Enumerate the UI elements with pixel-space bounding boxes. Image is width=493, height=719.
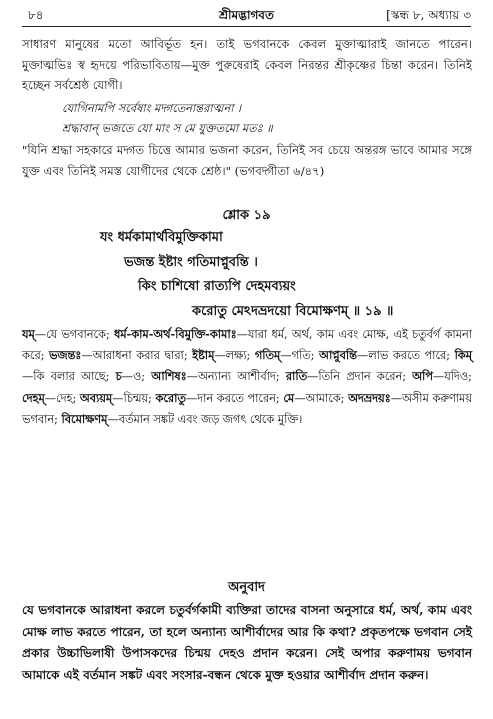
synonym-term: কিম্ bbox=[454, 348, 472, 363]
verse-heading: শ্লোক ১৯ bbox=[222, 208, 271, 223]
synonym-meaning: চিন্ময়; bbox=[123, 391, 156, 405]
synonym-meaning: যে ভগবানকে; bbox=[46, 328, 114, 341]
synonym-meaning: অন্যান্য আশীর্বাদ; bbox=[197, 370, 286, 384]
synonym-meaning: ও; bbox=[132, 370, 152, 384]
synonym-meaning: আমাকে; bbox=[305, 391, 349, 405]
synonym-term: করোতু bbox=[155, 390, 186, 405]
chapter-reference: [স্কন্ধ ৮, অধ্যায় ৩ bbox=[386, 8, 471, 22]
synonym-term: আপ্নুবন্তি bbox=[318, 348, 357, 363]
synonym-meaning: লাভ করতে পারে; bbox=[368, 349, 455, 363]
header-divider bbox=[22, 26, 471, 27]
synonym-term: আশিষঃ bbox=[151, 369, 187, 384]
synonym-meaning: লক্ষ্য; bbox=[225, 349, 255, 363]
synonym-meaning: দান করতে পারেন; bbox=[197, 391, 284, 405]
synonym-term: রাতি bbox=[285, 369, 308, 384]
synonyms-paragraph: যম্—যে ভগবানকে; ধর্ম-কাম-অর্থ-বিমুক্তি-কামাঃ—যারা ধর্ম, অর্থ, কাম এবং মোক্ষ, এই চতুর্বর্গ কামনা করে; ভজন্তঃ—আরাধনা করার দ্বারা; ইষ্টাম্—লক্ষ্য; গতিম্—গতি; আপ্নুবন্তি—লাভ করতে পারে; কিম্—কি বলার আছে; চ—ও; আশিষঃ—অন্যান্য আশীর্বাদ; রাতি—তিনি প্রদান করেন; অপি—যদিও; দেহম্—দেহ; অব্যয়ম্—চিন্ময়; করোতু—দান করতে পারেন; মে—আমাকে; অদভ্রদয়ঃ—অসীম করুণাময় ভগবান; বিমোক্ষণম্—বর্তমান সঙ্কট এবং জড় জগৎ থেকে মুক্তি। bbox=[22, 327, 472, 426]
synonym-meaning: কি বলার আছে; bbox=[33, 370, 116, 384]
synonym-term: অপি bbox=[412, 369, 433, 384]
translation-paragraph: যে ভগবানকে আরাধনা করলে চতুর্বর্গকামী ব্যক্তিরা তাদের বাসনা অনুসারে ধর্ম, অর্থ, কাম এবং মোক্ষ লাভ করতে পারেন, তা হলে অন্যান্য আশীর্বাদের আর কি কথা? প্রকৃতপক্ষে ভগবান সেই প্রকার উচ্চাভিলাষী উপাসকদের চিন্ময় দেহও প্রদান করেন। সেই অপার করুণাময় ভগবান আমাকে এই বর্তমান সঙ্কট এবং সংসার-বন্ধন থেকে মুক্ত হওয়ার আশীর্বাদ প্রদান করুন। bbox=[22, 603, 472, 682]
quoted-gita-verse bbox=[62, 99, 472, 139]
synonym-term: বিমোক্ষণম্ bbox=[61, 411, 108, 426]
synonym-meaning: যারা ধর্ম, অর্থ, কাম এবং মোক্ষ, এই চতুর্বর্গ কামনা করে; bbox=[22, 328, 472, 363]
quoted-verse-line: শ্রদ্ধাবান্ ভজতে যো মাং স মে যুক্ততমো মতঃ ॥ bbox=[62, 122, 273, 135]
synonym-term: অদভ্রদয়ঃ bbox=[348, 390, 391, 405]
verse-line: ভজন্ত ইষ্টাং গতিমাপ্নুবন্তি । bbox=[124, 254, 258, 270]
verse-line: কিং চাশিষো রাত্যপি দেহমব্যয়ং bbox=[138, 279, 296, 294]
synonym-meaning: বর্তমান সঙ্কট এবং জড় জগৎ থেকে মুক্তি। bbox=[118, 412, 303, 426]
synonym-meaning: তিনি প্রদান করেন; bbox=[318, 370, 413, 384]
synonym-term: চ bbox=[115, 369, 122, 384]
page-number: ৮৪ bbox=[28, 8, 44, 22]
synonym-term: ইষ্টাম্ bbox=[192, 348, 215, 363]
synonym-term: দেহম্ bbox=[22, 390, 45, 405]
synonym-meaning: গতি; bbox=[291, 349, 319, 363]
synonym-term: অব্যয়ম্ bbox=[79, 390, 113, 405]
purport-paragraph: সাধারণ মানুষের মতো আবির্ভূত হন। তাই ভগবানকে কেবল মুক্তাত্মারাই জানতে পারেন। মুক্তাত্মভিঃ স্ব হৃদয়ে পরিভাবিতায়—মুক্ত পুরুষেরাই কেবল নিরন্তর শ্রীকৃষ্ণের চিন্তা করেন। তিনিই হচ্ছেন সর্বশ্রেষ্ঠ যোগী। bbox=[22, 37, 472, 92]
synonym-term: ভজন্তঃ bbox=[49, 348, 82, 363]
page-header bbox=[22, 6, 471, 24]
book-title: শ্রীমদ্ভাগবত bbox=[218, 8, 274, 22]
verse-line: যং ধর্মকামার্থবিমুক্তিকামা bbox=[100, 230, 223, 245]
verse-line: করোতু মেঽদভ্রদয়ো বিমোক্ষণম্ ॥ ১৯ ॥ bbox=[192, 303, 394, 319]
synonym-term: মে bbox=[283, 390, 295, 405]
synonym-term: ধর্ম-কাম-অর্থ-বিমুক্তি-কামাঃ bbox=[113, 327, 237, 341]
translation-heading: অনুবাদ bbox=[228, 580, 265, 595]
quote-translation: "যিনি শ্রদ্ধা সহকারে মদ্গত চিত্তে আমার ভজনা করেন, তিনিই সব চেয়ে অন্তরঙ্গ ভাবে আমার সঙ্গে যুক্ত এবং তিনিই সমস্ত যোগীদের থেকে শ্রেষ্ঠ।" (ভগবদ্গীতা ৬/৪৭) bbox=[22, 143, 472, 178]
synonym-term: যম্ bbox=[22, 327, 35, 341]
sanskrit-verse bbox=[22, 226, 472, 324]
synonym-meaning: আরাধনা করার দ্বারা; bbox=[92, 349, 193, 363]
synonym-meaning: অসীম করুণাময় ভগবান; bbox=[22, 391, 472, 426]
synonym-meaning: দেহ; bbox=[56, 391, 80, 405]
synonym-meaning: যদিও; bbox=[444, 370, 472, 384]
synonym-term: গতিম্ bbox=[254, 348, 281, 363]
quoted-verse-line: যোগিনামপি সর্বেষাং মদ্গতেনান্তরাত্মনা । bbox=[62, 102, 242, 115]
